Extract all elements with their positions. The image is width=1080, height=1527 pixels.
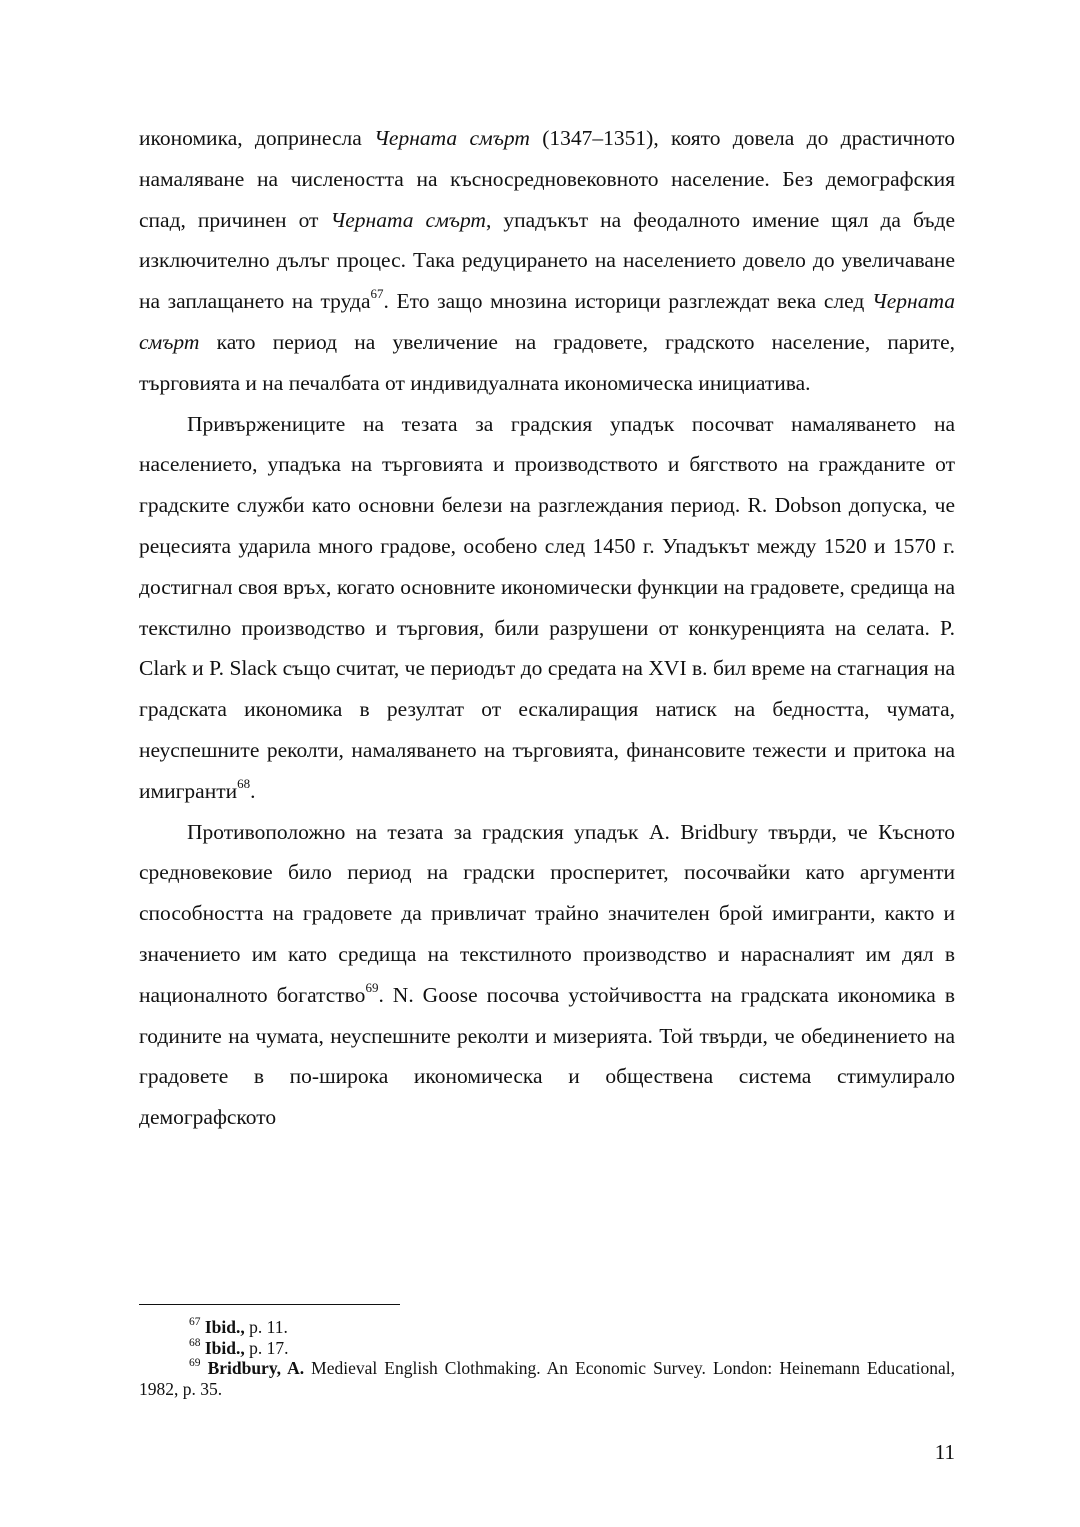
paragraph-2: Привържениците на тезата за градския упадък посочват намаляването на населението, упадъка на търговията и производството и бягството на гражданите от градските служби като основни белези на разглеждания период. R. Dobson допуска, че рецесията ударила много градове, особено след 1450 г. Упадъкът между 1520 и 1570 г. достигнал своя връх, когато основните икономически функции на градовете, средища на текстилно производство и търговия, били разрушени от конкуренцията на селата. P. Clark и P. Slack също считат, че периодът до средата на XVI в. бил време на стагнация на градската икономика в резултат от ескалиращия натиск на бедността, чумата, неуспешните реколти, намаляването на търговията, финансовите тежести и притока на имигранти$^{68}$. bbox=[139, 411, 955, 803]
footnote-author: Bridbury, A. bbox=[207, 1358, 305, 1378]
body-text bbox=[139, 118, 955, 1138]
footnote-ref-69[interactable]: 69 bbox=[365, 979, 379, 995]
paragraph-3: Противоположно на тезата за градския упадък A. Bridbury твърди, че Късното средновековие било период на градски просперитет, посочвайки като аргументи способността на градовете да привличат трайно значителен брой имигранти, както и значението им като средища на текстилното производство и нарасналият им дял в националното богатство$^{69}$. N. Goose посочва устойчивостта на градската икономика в годините на чумата, неуспешните реколти и мизерията. Той твърди, че обединението на градовете в по-широка икономическа и обществена система стимулирало демографското bbox=[139, 819, 955, 1130]
footnote-69 bbox=[139, 1358, 955, 1399]
page-number: 11 bbox=[934, 1440, 955, 1464]
footnote-separator bbox=[139, 1304, 400, 1305]
footnote-number: 69 bbox=[189, 1357, 201, 1370]
footnote-author: Ibid., bbox=[204, 1337, 245, 1358]
footnote-68 bbox=[139, 1338, 955, 1359]
footnote-ref-68[interactable]: 68 bbox=[237, 775, 251, 791]
paragraph-1: икономика, допринесла Черната смърт (1347–1351), която довела до драстичното намаляване на числеността на късносредновековното население. Без демографския спад, причинен от Черната смърт, упадъкът на феодалното имение щял да бъде изключително дълъг процес. Така редуцирането на населението довело до увеличаване на заплащането на труда$^{67}$. Ето защо мнозина историци разглеждат века след Черната смърт като период на увеличение на градовете, градското население, парите, търговията и на печалбата от индивидуалната икономическа инициатива. bbox=[139, 126, 956, 395]
footnote-text: Medieval English Clothmaking. An Economic Survey. London: Heinemann Educational, 1982, p. 35. bbox=[139, 1358, 955, 1399]
footnote-author: Ibid., bbox=[204, 1317, 245, 1337]
footnote-text: p. 11. bbox=[244, 1317, 288, 1337]
footnote-number: 68 bbox=[189, 1336, 201, 1349]
footnote-text: p. 17. bbox=[244, 1337, 289, 1358]
footnote-67 bbox=[139, 1317, 955, 1338]
footnote-number: 67 bbox=[189, 1316, 201, 1329]
footnote-ref-67[interactable]: 67 bbox=[370, 286, 384, 302]
footnotes bbox=[139, 1317, 955, 1399]
